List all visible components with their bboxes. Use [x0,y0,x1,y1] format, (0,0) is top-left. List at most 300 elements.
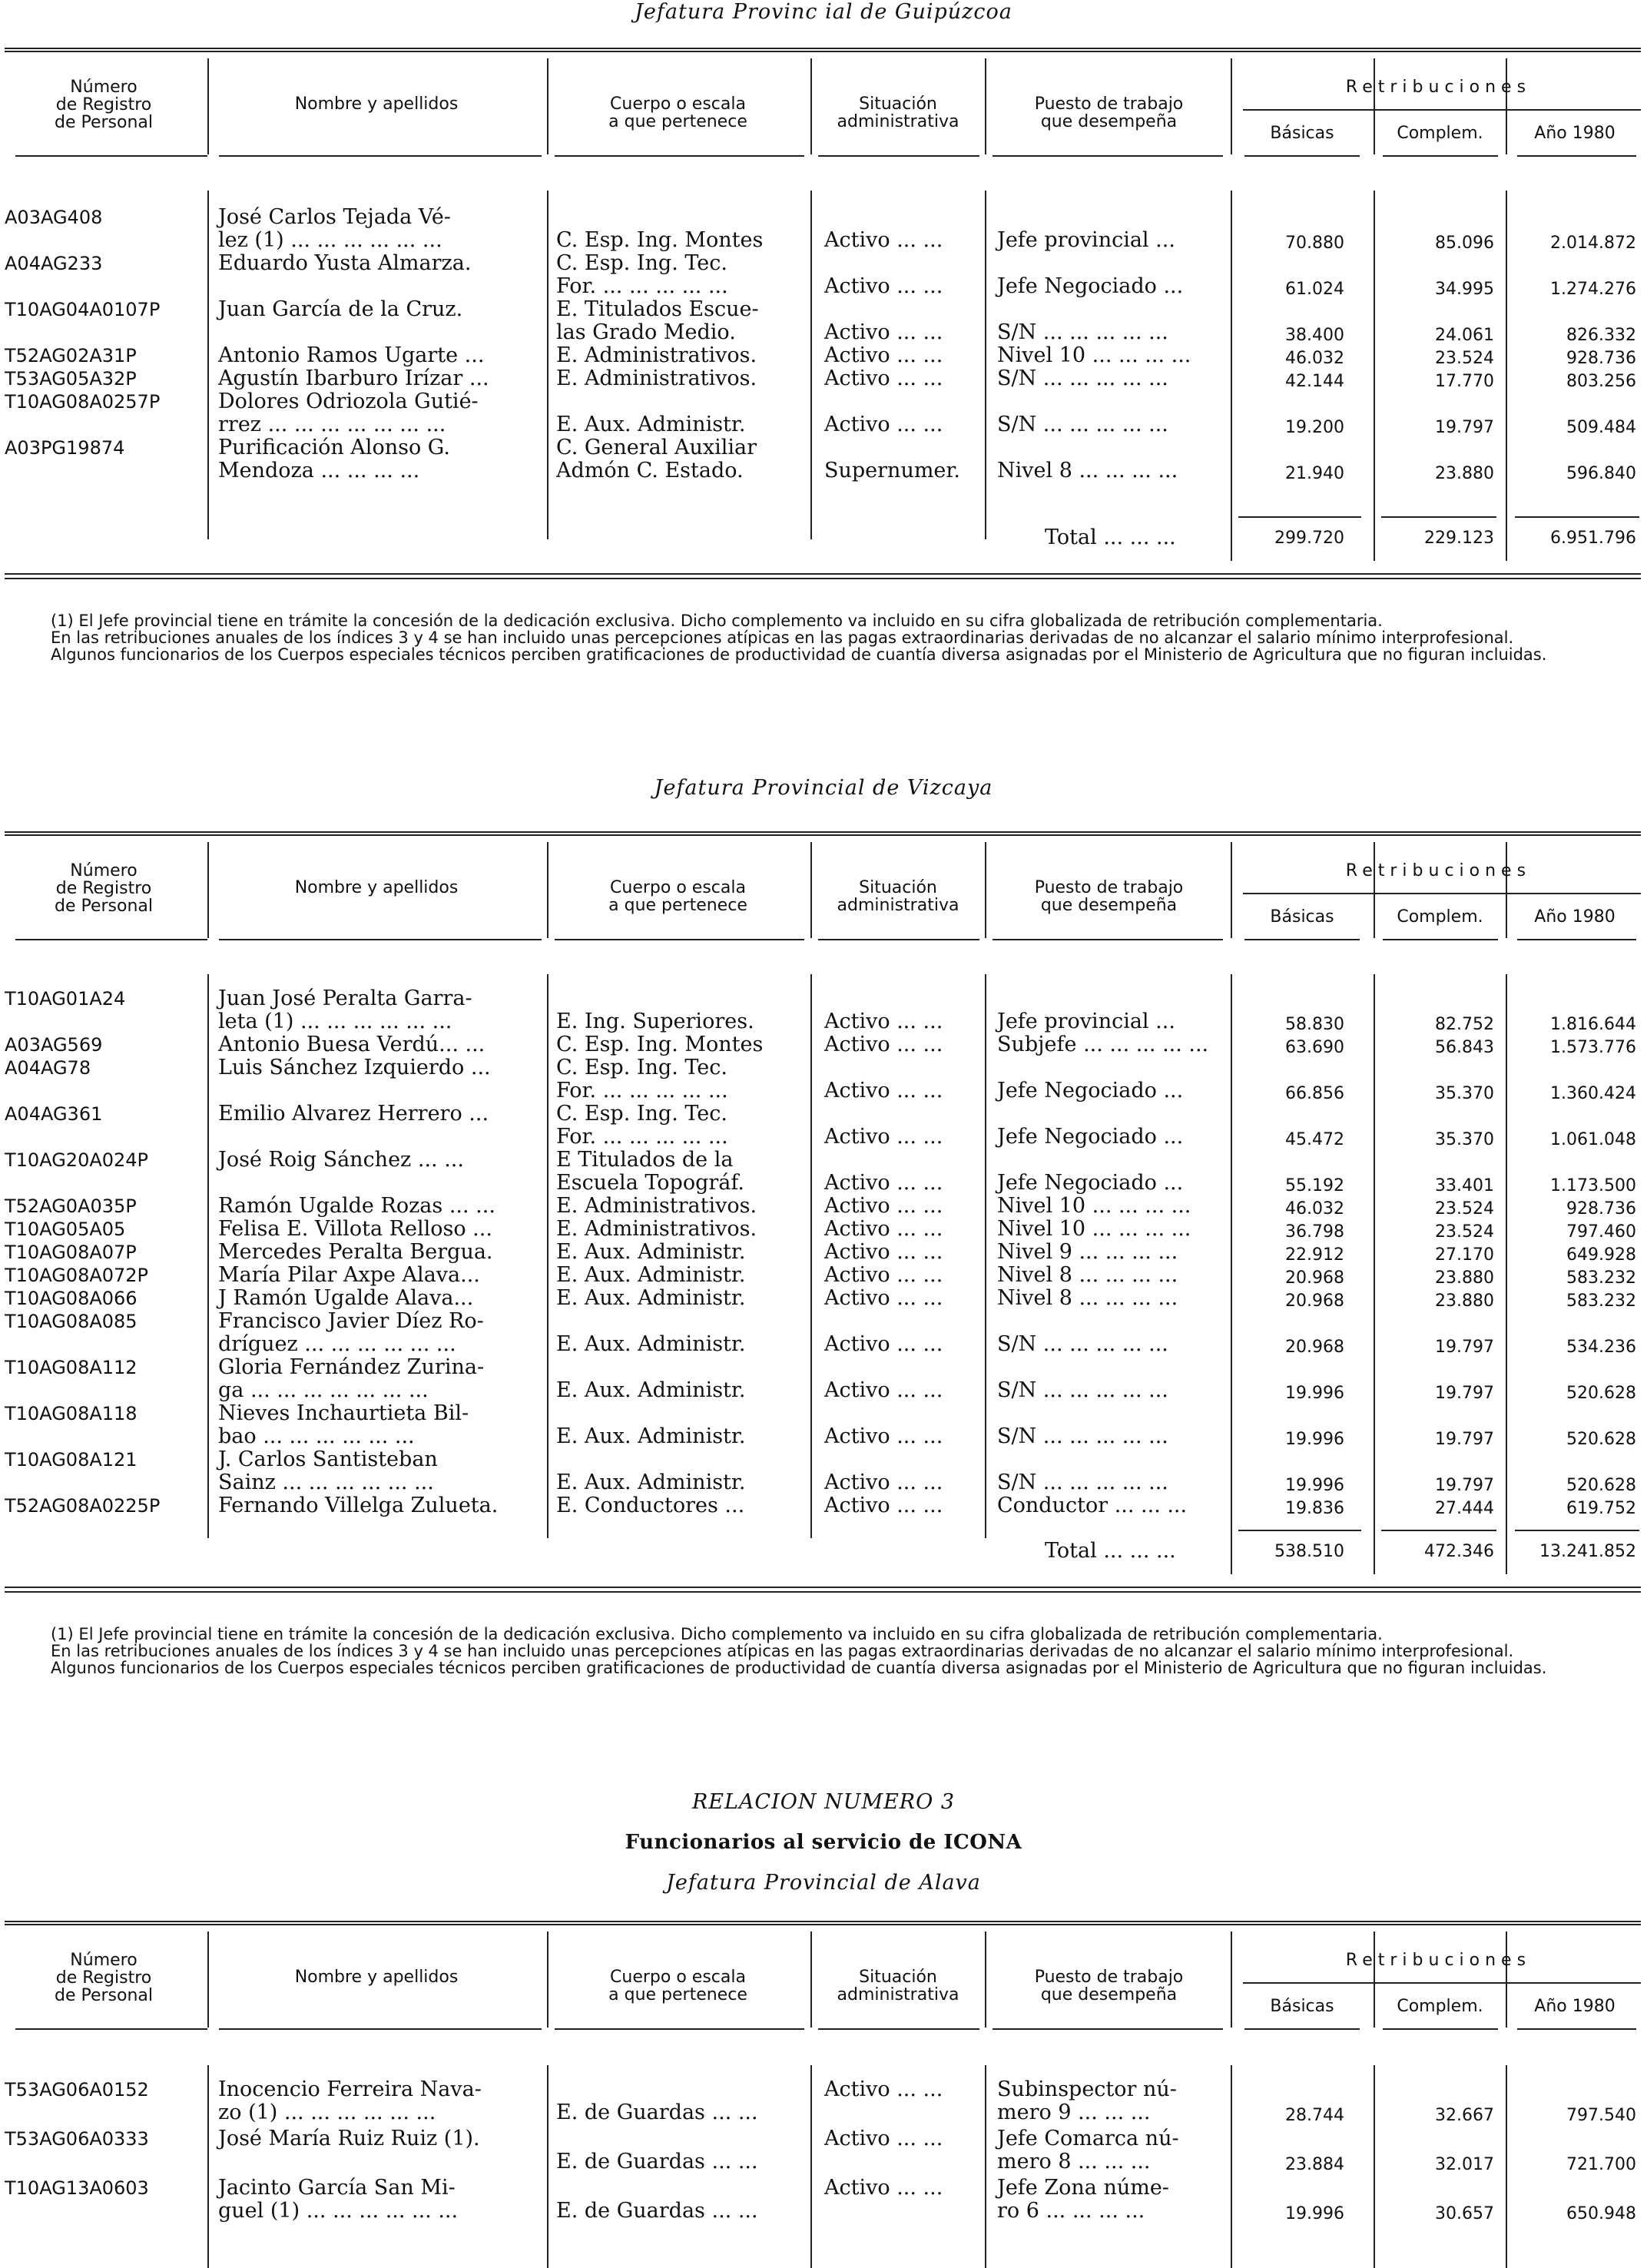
header-situacion [813,95,983,131]
total-rule [1515,516,1639,518]
column-divider [207,842,209,938]
puesto-text: mero 8 ... ... ... [997,2150,1151,2174]
person-name: José María Ruiz Ruiz (1). [218,2127,480,2150]
column-divider [1506,2065,1507,2268]
retribucion-anio: 520.628 [1566,1430,1636,1449]
situacion-text: Activo ... ... [824,274,943,298]
situacion-text: Activo ... ... [824,1010,943,1033]
column-divider [547,191,548,539]
retribucion-bas: 63.690 [1285,1038,1344,1057]
retribucion-bas: 42.144 [1285,372,1344,391]
registro-code: A04AG78 [5,1057,91,1079]
header-situacion-line: Situación [859,878,937,897]
retribucion-anio: 1.173.500 [1550,1176,1636,1195]
retribucion-bas: 19.996 [1285,2204,1344,2223]
footnote: (1) El Jefe provincial tiene en trámite la concesión de la dedicación exclusiva. Dicho complemento va incluido en su cifra globalizada de retribución complementaria. [51,612,1383,630]
retribucion-anio: 520.628 [1566,1476,1636,1495]
puesto-text: Nivel 8 ... ... ... ... [997,1286,1178,1310]
header-registro [8,78,200,131]
header-situacion-line: administrativa [837,896,959,915]
cuerpo-text: las Grado Medio. [556,320,736,344]
section-title: Jefatura Provinc ial de Guipúzcoa [635,0,1012,24]
person-name: Eduardo Yusta Almarza. [218,251,472,275]
column-divider [547,974,548,1538]
person-name: José Carlos Tejada Vé- [218,205,451,229]
header-retribuciones: Retribuciones [1345,861,1532,880]
puesto-text: S/N ... ... ... ... ... [997,1471,1168,1494]
situacion-text: Supernumer. [824,459,960,482]
retribucion-comp: 34.995 [1435,280,1494,299]
header-registro [8,862,200,915]
retribucion-bas: 19.996 [1285,1384,1344,1403]
header-situacion-line: Situación [859,1968,937,1987]
header-underline [818,2028,979,2030]
registro-code: T10AG08A07P [5,1242,137,1263]
cuerpo-text: C. General Auxiliar [556,436,757,459]
header-underline [1244,2028,1360,2030]
person-name: J. Carlos Santisteban [218,1447,438,1471]
column-divider [1231,58,1232,154]
cuerpo-text: C. Esp. Ing. Montes [556,228,764,252]
registro-code: T10AG01A24 [5,988,126,1010]
header-puesto-line: Puesto de trabajo [1034,878,1184,897]
situacion-text: Activo ... ... [824,2127,943,2150]
puesto-text: Jefe Zona núme- [997,2176,1169,2200]
column-divider [1231,842,1232,938]
retribucion-comp: 32.017 [1435,2155,1494,2174]
header-basicas: Básicas [1270,907,1334,927]
registro-code: T10AG13A0603 [5,2177,149,2199]
column-divider [1374,974,1375,1538]
person-name: Antonio Ramos Ugarte ... [218,343,485,367]
registro-code: T10AG08A066 [5,1288,138,1309]
retribucion-anio: 1.573.776 [1550,1038,1636,1057]
total-label: Total ... ... ... [1045,1539,1176,1563]
column-divider [810,842,812,938]
registro-code: T53AG05A32P [5,368,137,390]
table-top-rule [5,1921,1641,1922]
cuerpo-text: E. de Guardas ... ... [556,2199,758,2223]
retribucion-comp: 32.667 [1435,2106,1494,2125]
person-name: Nieves Inchaurtieta Bil- [218,1401,469,1425]
total-anio: 6.951.796 [1550,529,1636,548]
person-name: Antonio Buesa Verdú... ... [218,1033,485,1056]
column-divider [1231,974,1232,1538]
retribucion-bas: 23.884 [1285,2155,1344,2174]
header-complem: Complem. [1397,1997,1483,2016]
header-registro-line: de Personal [54,1986,153,2005]
puesto-text: Jefe Negociado ... [997,1125,1184,1149]
situacion-text: Activo ... ... [824,228,943,252]
situacion-text: Activo ... ... [824,1217,943,1241]
person-name: Purificación Alonso G. [218,436,450,459]
header-cuerpo-line: a que pertenece [608,1985,747,2004]
person-name: bao ... ... ... ... ... ... [218,1424,415,1448]
situacion-text: Activo ... ... [824,1424,943,1448]
column-divider [547,1931,548,2028]
person-name: guel (1) ... ... ... ... ... ... [218,2199,459,2223]
retribucion-comp: 17.770 [1435,372,1494,391]
cuerpo-text: E. Administrativos. [556,1194,757,1218]
column-divider [810,1931,812,2028]
header-anio: Año 1980 [1534,907,1616,927]
puesto-text: Nivel 8 ... ... ... ... [997,459,1178,482]
total-divider [1506,1530,1507,1574]
column-divider [1374,191,1375,539]
puesto-text: Nivel 10 ... ... ... ... [997,1194,1191,1218]
situacion-text: Activo ... ... [824,2077,943,2101]
retribucion-comp: 85.096 [1435,234,1494,253]
column-divider [207,974,209,1538]
cuerpo-text: E Titulados de la [556,1148,734,1172]
header-underline [993,939,1223,940]
puesto-text: Jefe Negociado ... [997,274,1184,298]
table-bottom-rule-2 [5,578,1641,579]
cuerpo-text: E. Conductores ... [556,1494,745,1517]
cuerpo-text: E. Aux. Administr. [556,413,746,436]
header-underline [555,2028,804,2030]
table-bottom-rule-2 [5,1591,1641,1593]
header-registro-line: de Registro [55,95,152,114]
footnote: En las retribuciones anuales de los índices 3 y 4 se han incluido unas percepciones atípicas en las pagas extraordinarias derivadas de no alcanzar el salario mínimo interprofesional. [51,628,1514,647]
column-divider [547,58,548,154]
registro-code: T10AG08A118 [5,1403,138,1424]
situacion-text: Activo ... ... [824,366,943,390]
header-cuerpo [549,1968,807,2004]
cuerpo-text: For. ... ... ... ... ... [556,1079,728,1102]
header-puesto [988,1968,1230,2004]
header-anio: Año 1980 [1534,1997,1616,2016]
retribucion-comp: 23.524 [1435,349,1494,368]
footnote: (1) El Jefe provincial tiene en trámite la concesión de la dedicación exclusiva. Dicho complemento va incluido en su cifra globalizada de retribución complementaria. [51,1625,1383,1643]
retribucion-anio: 534.236 [1566,1338,1636,1357]
cuerpo-text: C. Esp. Ing. Tec. [556,1102,727,1126]
header-registro-line: de Registro [55,879,152,898]
registro-code: T10AG08A085 [5,1311,138,1332]
column-divider [1231,1931,1232,2028]
cuerpo-text: E. Aux. Administr. [556,1471,746,1494]
total-rule [1238,1530,1361,1531]
header-underline [219,155,542,157]
person-name: dríguez ... ... ... ... ... ... [218,1332,456,1356]
retribucion-anio: 826.332 [1566,326,1636,345]
situacion-text: Activo ... ... [824,2176,943,2200]
header-underline [1517,155,1636,157]
cuerpo-text: E. Aux. Administr. [556,1424,746,1448]
header-cuerpo-line: Cuerpo o escala [610,1968,746,1987]
header-basicas: Básicas [1270,124,1334,143]
retribucion-comp: 35.370 [1435,1084,1494,1103]
header-nombre: Nombre y apellidos [294,94,459,114]
total-bas: 299.720 [1274,529,1344,548]
header-underline [1244,939,1360,940]
table-bottom-rule [5,1587,1641,1588]
retribucion-bas: 21.940 [1285,464,1344,483]
header-basicas: Básicas [1270,1997,1334,2016]
total-comp: 229.123 [1424,529,1494,548]
cuerpo-text: E. de Guardas ... ... [556,2101,758,2124]
column-divider [547,2065,548,2268]
retribucion-comp: 82.752 [1435,1015,1494,1034]
cuerpo-text: C. Esp. Ing. Montes [556,1033,764,1056]
registro-code: T10AG08A121 [5,1449,138,1471]
header-cuerpo-line: a que pertenece [608,112,747,131]
header-underline [818,939,979,940]
cuerpo-text: C. Esp. Ing. Tec. [556,251,727,275]
retribucion-comp: 35.370 [1435,1130,1494,1149]
header-registro-line: de Personal [54,113,153,132]
header-registro-line: Número [70,1951,138,1970]
header-underline [15,2028,207,2030]
retribucion-bas: 45.472 [1285,1130,1344,1149]
retribucion-comp: 19.797 [1435,1476,1494,1495]
column-divider [1506,191,1507,539]
column-divider [207,58,209,154]
puesto-text: Jefe provincial ... [997,228,1175,252]
person-name: Fernando Villelga Zulueta. [218,1494,499,1517]
header-puesto-line: que desempeña [1040,1985,1178,2004]
puesto-text: mero 9 ... ... ... [997,2101,1151,2124]
header-retribuciones: Retribuciones [1345,78,1532,97]
registro-code: T53AG06A0152 [5,2079,149,2101]
registro-code: T52AG08A0225P [5,1495,161,1517]
person-name: María Pilar Axpe Alava... [218,1263,480,1287]
person-name: Mendoza ... ... ... ... [218,459,420,482]
header-retribuciones: Retribuciones [1345,1951,1532,1970]
header-registro [8,1951,200,2004]
column-divider [810,191,812,539]
column-divider [1231,191,1232,539]
column-divider [547,842,548,938]
total-rule [1515,1530,1639,1531]
situacion-text: Activo ... ... [824,1033,943,1056]
cuerpo-text: E. Aux. Administr. [556,1378,746,1402]
header-puesto-line: Puesto de trabajo [1034,94,1184,114]
column-divider [1374,842,1375,938]
retribucion-comp: 23.880 [1435,1292,1494,1311]
cuerpo-text: E. Administrativos. [556,343,757,367]
situacion-text: Activo ... ... [824,413,943,436]
footnote: En las retribuciones anuales de los índices 3 y 4 se han incluido unas percepciones atípicas en las pagas extraordinarias derivadas de no alcanzar el salario mínimo interprofesional. [51,1642,1514,1660]
retribucion-anio: 583.232 [1566,1268,1636,1288]
header-cuerpo-line: Cuerpo o escala [610,94,746,114]
header-situacion [813,1968,983,2004]
cuerpo-text: E. Ing. Superiores. [556,1010,754,1033]
retribucion-anio: 583.232 [1566,1292,1636,1311]
retribucion-bas: 61.024 [1285,280,1344,299]
table-top-rule-2 [5,834,1641,836]
column-divider [1374,1931,1375,2028]
header-puesto-line: Puesto de trabajo [1034,1968,1184,1987]
header-cuerpo-line: Cuerpo o escala [610,878,746,897]
header-registro-line: Número [70,78,138,97]
section-title: Jefatura Provincial de Alava [666,1871,981,1895]
retribucion-bas: 55.192 [1285,1176,1344,1195]
retribucion-bas: 66.856 [1285,1084,1344,1103]
retribucion-bas: 19.836 [1285,1499,1344,1518]
retribucion-anio: 619.752 [1566,1499,1636,1518]
retribucion-anio: 650.948 [1566,2204,1636,2223]
retribucion-comp: 19.797 [1435,418,1494,437]
total-rule [1381,1530,1496,1531]
table-top-rule-2 [5,51,1641,52]
cuerpo-text: For. ... ... ... ... ... [556,1125,728,1149]
registro-code: A04AG233 [5,253,103,274]
situacion-text: Activo ... ... [824,1286,943,1310]
retribucion-anio: 520.628 [1566,1384,1636,1403]
person-name: rrez ... ... ... ... ... ... ... [218,413,446,436]
total-divider [1231,516,1232,561]
table-top-rule [5,831,1641,833]
footnote: Algunos funcionarios de los Cuerpos especiales técnicos perciben gratificaciones de productividad de cuantía diversa asignadas por el Ministerio de Agricultura que no figuran incluidas. [51,645,1547,664]
registro-code: A03AG569 [5,1034,103,1056]
retribucion-bas: 36.798 [1285,1222,1344,1242]
situacion-text: Activo ... ... [824,1194,943,1218]
situacion-text: Activo ... ... [824,1171,943,1195]
retribucion-bas: 20.968 [1285,1268,1344,1288]
registro-code: T10AG08A072P [5,1265,149,1286]
cuerpo-text: E. Titulados Escue- [556,297,759,321]
retribucion-anio: 1.274.276 [1550,280,1636,299]
situacion-text: Activo ... ... [824,1332,943,1356]
header-anio: Año 1980 [1534,124,1616,143]
situacion-text: Activo ... ... [824,1240,943,1264]
situacion-text: Activo ... ... [824,1079,943,1102]
registro-code: A03AG408 [5,207,103,228]
puesto-text: Subjefe ... ... ... ... ... [997,1033,1209,1056]
retribucion-bas: 70.880 [1285,234,1344,253]
retribucion-bas: 38.400 [1285,326,1344,345]
situacion-text: Activo ... ... [824,1494,943,1517]
header-nombre: Nombre y apellidos [294,1968,459,1987]
puesto-text: S/N ... ... ... ... ... [997,366,1168,390]
retribucion-bas: 19.996 [1285,1430,1344,1449]
header-cuerpo [549,95,807,131]
cuerpo-text: E. Aux. Administr. [556,1286,746,1310]
funcionarios-heading: Funcionarios al servicio de ICONA [625,1831,1022,1854]
retribucion-comp: 27.170 [1435,1245,1494,1265]
header-puesto [988,95,1230,131]
retribucion-comp: 23.524 [1435,1199,1494,1219]
total-bas: 538.510 [1274,1542,1344,1561]
column-divider [207,1931,209,2028]
retribucion-anio: 797.460 [1566,1222,1636,1242]
person-name: Gloria Fernández Zurina- [218,1355,485,1379]
person-name: Felisa E. Villota Relloso ... [218,1217,492,1241]
cuerpo-text: C. Esp. Ing. Tec. [556,1056,727,1079]
retribuciones-rule [1243,1982,1641,1984]
person-name: lez (1) ... ... ... ... ... ... [218,228,442,252]
puesto-text: Jefe provincial ... [997,1010,1175,1033]
retribucion-anio: 2.014.872 [1550,234,1636,253]
puesto-text: Conductor ... ... ... [997,1494,1188,1517]
column-divider [985,1931,986,2028]
header-complem: Complem. [1397,124,1483,143]
header-underline [15,939,207,940]
header-situacion [813,879,983,914]
retribucion-anio: 803.256 [1566,372,1636,391]
column-divider [1506,58,1507,154]
person-name: Juan García de la Cruz. [218,297,463,321]
retribucion-anio: 721.700 [1566,2155,1636,2174]
total-label: Total ... ... ... [1045,526,1176,549]
retribucion-bas: 20.968 [1285,1338,1344,1357]
cuerpo-text: E. Aux. Administr. [556,1263,746,1287]
column-divider [985,842,986,938]
registro-code: T53AG06A0333 [5,2128,149,2150]
column-divider [810,58,812,154]
situacion-text: Activo ... ... [824,320,943,344]
cuerpo-text: Escuela Topográf. [556,1171,744,1195]
retribucion-comp: 27.444 [1435,1499,1494,1518]
person-name: Ramón Ugalde Rozas ... ... [218,1194,495,1218]
header-underline [1244,155,1360,157]
person-name: ga ... ... ... ... ... ... ... [218,1378,429,1402]
column-divider [1231,2065,1232,2268]
header-situacion-line: administrativa [837,112,959,131]
total-comp: 472.346 [1424,1542,1494,1561]
retribucion-anio: 509.484 [1566,418,1636,437]
column-divider [1506,974,1507,1538]
puesto-text: Nivel 10 ... ... ... ... [997,1217,1191,1241]
person-name: Sainz ... ... ... ... ... ... [218,1471,434,1494]
retribucion-bas: 22.912 [1285,1245,1344,1265]
table-top-rule-2 [5,1924,1641,1925]
total-divider [1374,516,1375,561]
person-name: zo (1) ... ... ... ... ... ... [218,2101,436,2124]
situacion-text: Activo ... ... [824,343,943,367]
retribucion-comp: 24.061 [1435,326,1494,345]
header-underline [219,939,542,940]
total-divider [1231,1530,1232,1574]
retribucion-anio: 596.840 [1566,464,1636,483]
total-divider [1506,516,1507,561]
column-divider [985,2065,986,2268]
footnotes [5,612,1641,663]
situacion-text: Activo ... ... [824,1378,943,1402]
registro-code: T10AG20A024P [5,1149,149,1171]
column-divider [985,191,986,539]
header-situacion-line: administrativa [837,1985,959,2004]
table-bottom-rule [5,573,1641,575]
retribuciones-rule [1243,109,1641,111]
registro-code: A03PG19874 [5,437,125,459]
header-underline [1383,939,1498,940]
column-divider [810,974,812,1538]
person-name: Juan José Peralta Garra- [218,986,472,1010]
header-cuerpo-line: a que pertenece [608,896,747,915]
column-divider [810,2065,812,2268]
retribucion-bas: 28.744 [1285,2106,1344,2125]
person-name: Dolores Odriozola Gutié- [218,390,479,413]
retribucion-bas: 46.032 [1285,1199,1344,1219]
column-divider [1506,842,1507,938]
registro-code: T10AG04A0107P [5,299,161,320]
puesto-text: Nivel 10 ... ... ... ... [997,343,1191,367]
person-name: Mercedes Peralta Bergua. [218,1240,493,1264]
person-name: José Roig Sánchez ... ... [218,1148,464,1172]
total-rule [1381,516,1496,518]
header-registro-line: Número [70,861,138,880]
puesto-text: Jefe Negociado ... [997,1171,1184,1195]
puesto-text: Nivel 8 ... ... ... ... [997,1263,1178,1287]
relacion-numero: RELACION NUMERO 3 [691,1790,956,1814]
header-underline [1517,2028,1636,2030]
retribucion-bas: 46.032 [1285,349,1344,368]
registro-code: T10AG05A05 [5,1219,126,1240]
registro-code: A04AG361 [5,1103,103,1125]
retribucion-comp: 23.524 [1435,1222,1494,1242]
